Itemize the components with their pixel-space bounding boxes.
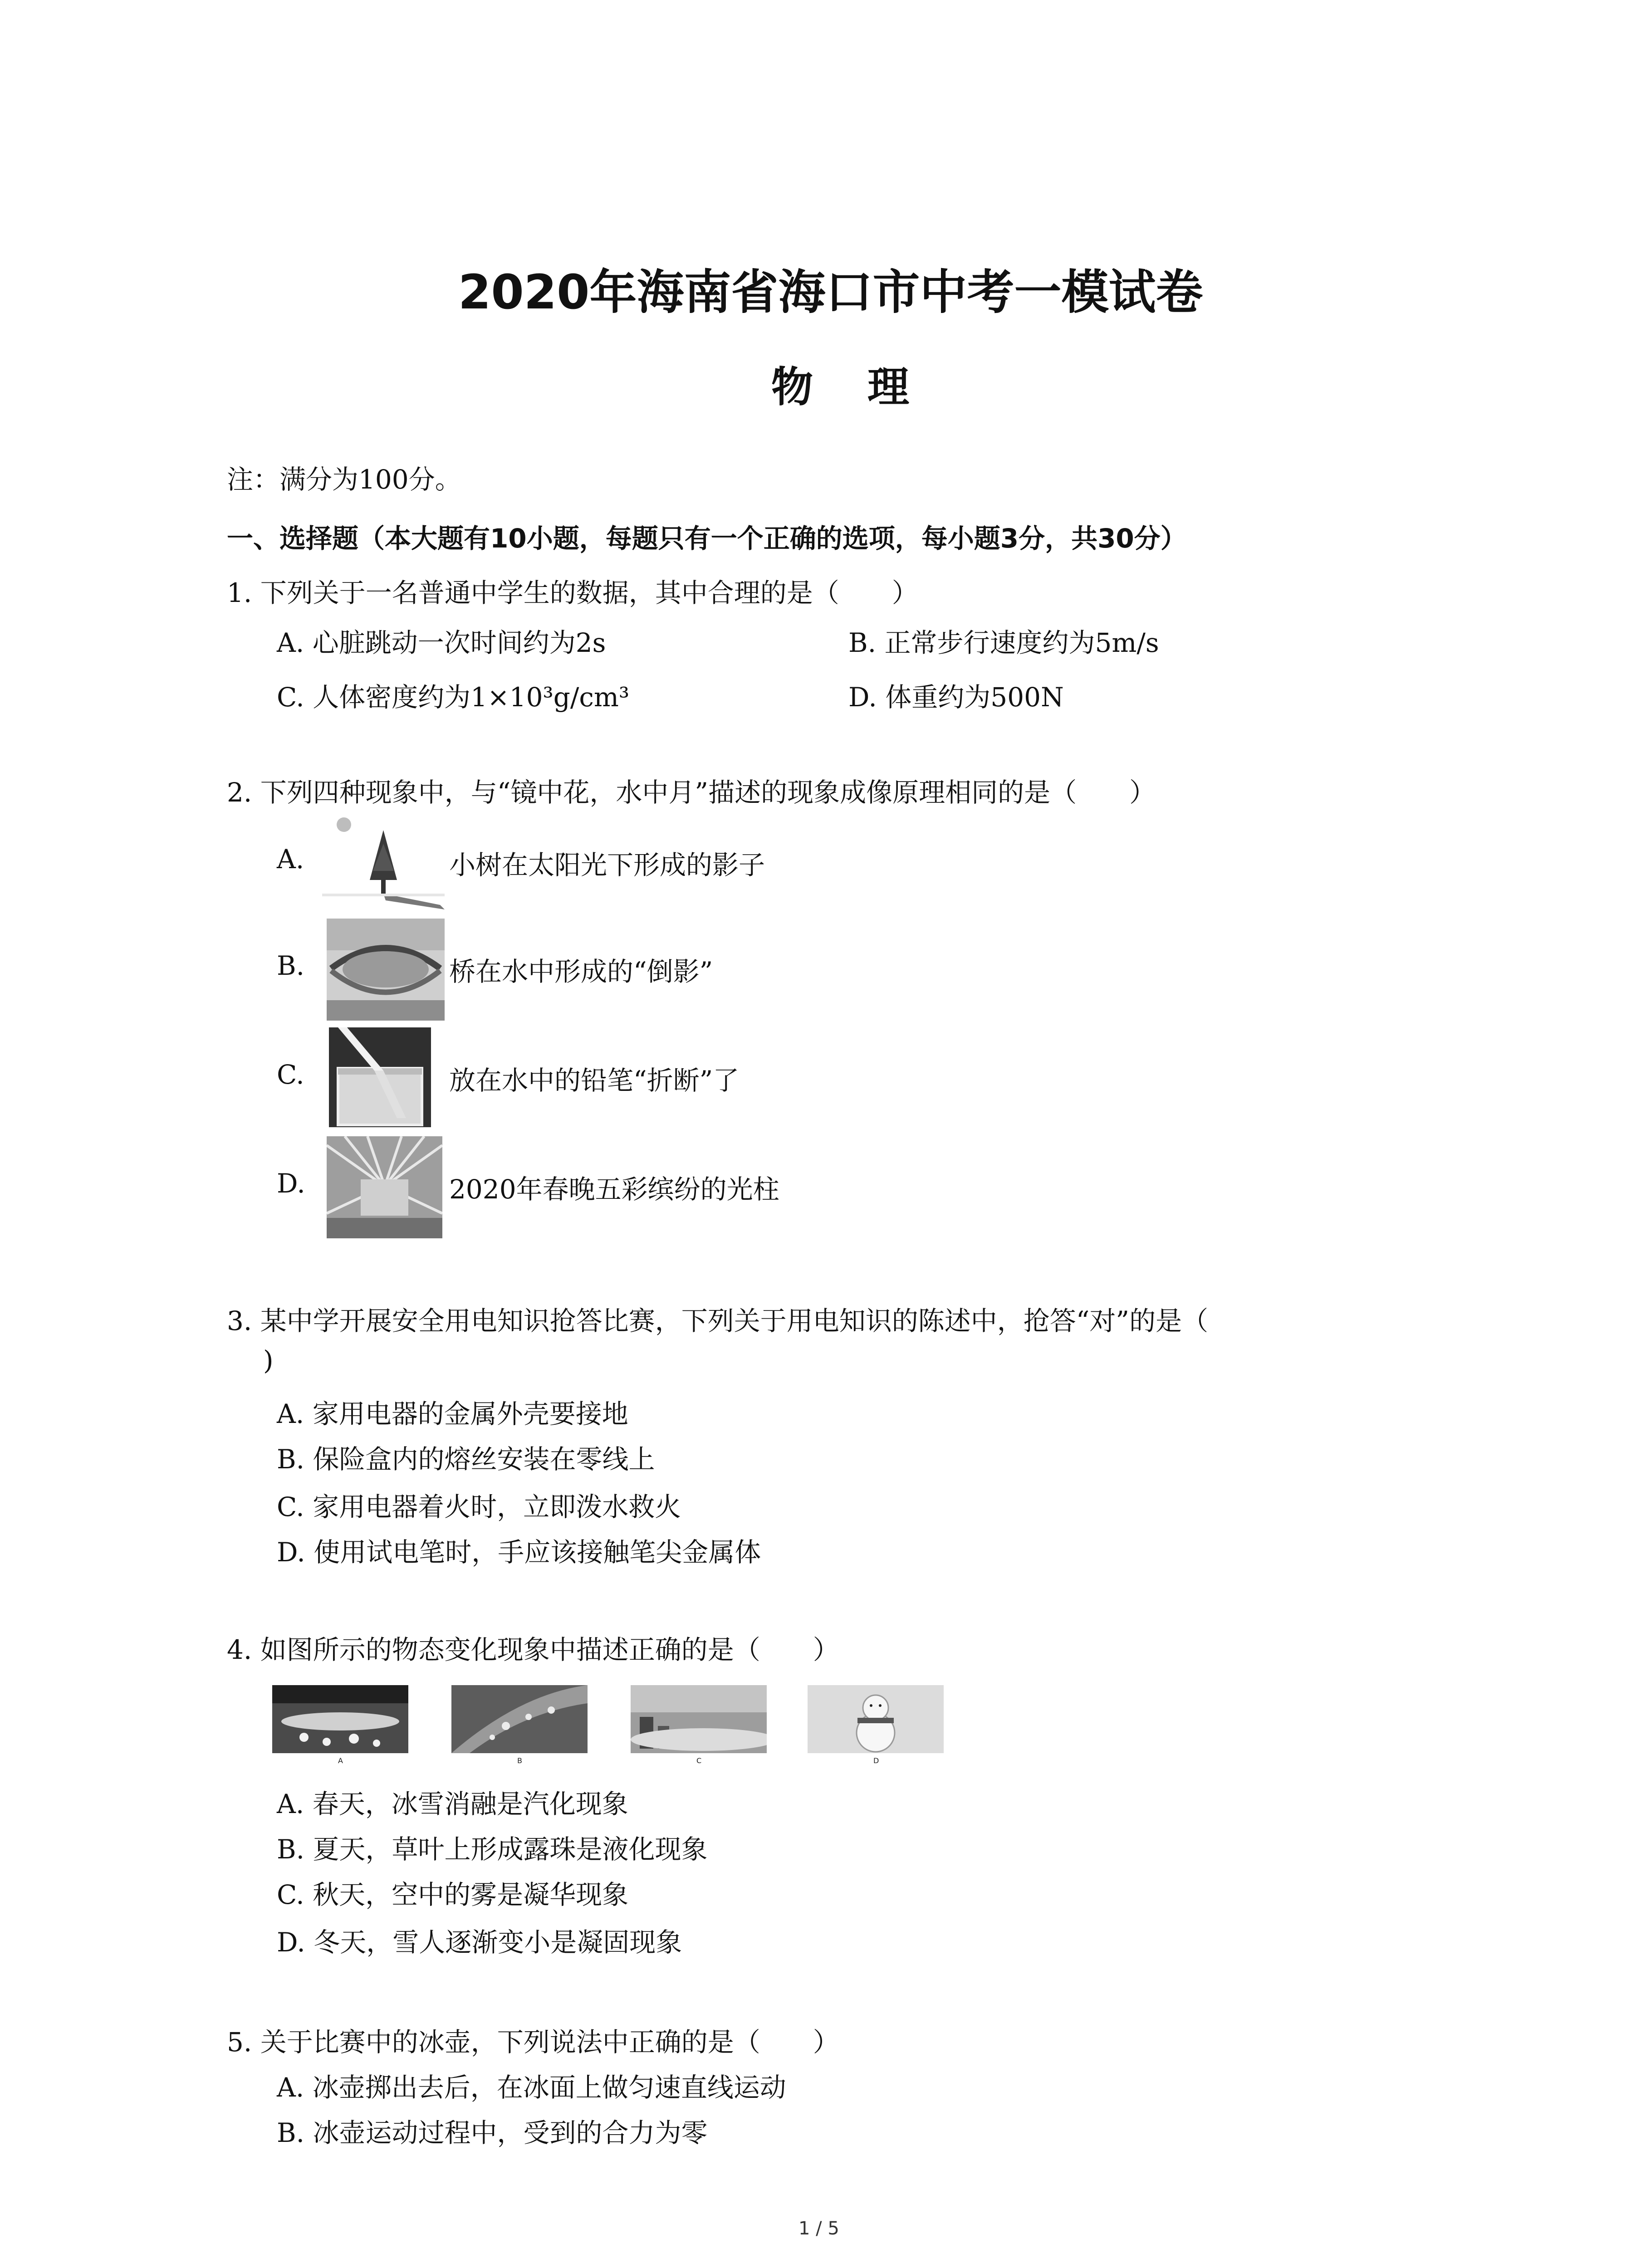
option-b-text: 桥在水中形成的“倒影” [449,956,713,987]
option-d: D. 冬天，雪人逐渐变小是凝固现象 [277,1927,682,1958]
option-d-letter: D. [277,1168,305,1199]
bridge-reflection-image [327,919,445,1021]
dew-on-grass-image [451,1685,588,1762]
image-label-c: C [696,1756,702,1765]
subject-heading: 物理 [771,363,964,411]
option-d-text: 2020年春晚五彩缤纷的光柱 [449,1174,779,1205]
option-a: A. 冰壶掷出去后，在冰面上做匀速直线运动 [277,2072,786,2103]
option-b: B. 冰壶运动过程中，受到的合力为零 [277,2117,708,2148]
option-a-letter: A. [277,844,304,875]
option-b-letter: B. [277,950,305,981]
exam-title: 2020年海南省海口市中考一模试卷 [458,264,1203,320]
option-b: B. 正常步行速度约为5m/s [848,627,1159,658]
question-stem-continued: ) [263,1345,274,1376]
option-c: C. 人体密度约为1×10³g/cm³ [277,682,630,713]
option-b: B. 夏天，草叶上形成露珠是液化现象 [277,1834,708,1865]
option-a: A. 心脏跳动一次时间约为2s [277,627,606,658]
pencil-in-water-image [329,1027,431,1127]
option-c: C. 秋天，空中的雾是凝华现象 [277,1879,629,1910]
light-pillars-image [327,1136,442,1238]
option-a: A. 家用电器的金属外壳要接地 [277,1398,628,1429]
image-label-a: A [338,1756,343,1765]
tree-shadow-image [322,812,445,909]
option-c-letter: C. [277,1059,304,1090]
score-note: 注：满分为100分。 [227,464,461,495]
page-number: 1 / 5 [798,2218,839,2239]
melting-ice-image [272,1685,408,1762]
image-label-b: B [517,1756,522,1765]
question-stem: 1. 下列关于一名普通中学生的数据，其中合理的是（ ） [227,577,918,608]
option-b: B. 保险盒内的熔丝安装在零线上 [277,1444,655,1475]
snowman-image [808,1685,944,1762]
option-c-text: 放在水中的铅笔“折断”了 [449,1065,740,1096]
fog-image [631,1685,767,1762]
image-label-d: D [873,1756,879,1765]
question-stem: 4. 如图所示的物态变化现象中描述正确的是（ ） [227,1634,839,1665]
option-d: D. 使用试电笔时，手应该接触笔尖金属体 [277,1537,761,1568]
question-stem: 2. 下列四种现象中，与“镜中花，水中月”描述的现象成像原理相同的是（ ） [227,777,1156,808]
option-c: C. 家用电器着火时，立即泼水救火 [277,1491,681,1522]
option-a-text: 小树在太阳光下形成的影子 [449,850,765,880]
section-heading: 一、选择题（本大题有10小题，每题只有一个正确的选项，每小题3分，共30分） [227,523,1187,554]
option-d: D. 体重约为500N [848,682,1064,713]
option-a: A. 春天，冰雪消融是汽化现象 [277,1789,628,1819]
question-stem: 3. 某中学开展安全用电知识抢答比赛，下列关于用电知识的陈述中，抢答“对”的是（ [227,1305,1209,1336]
question-stem: 5. 关于比赛中的冰壶，下列说法中正确的是（ ） [227,2027,839,2058]
